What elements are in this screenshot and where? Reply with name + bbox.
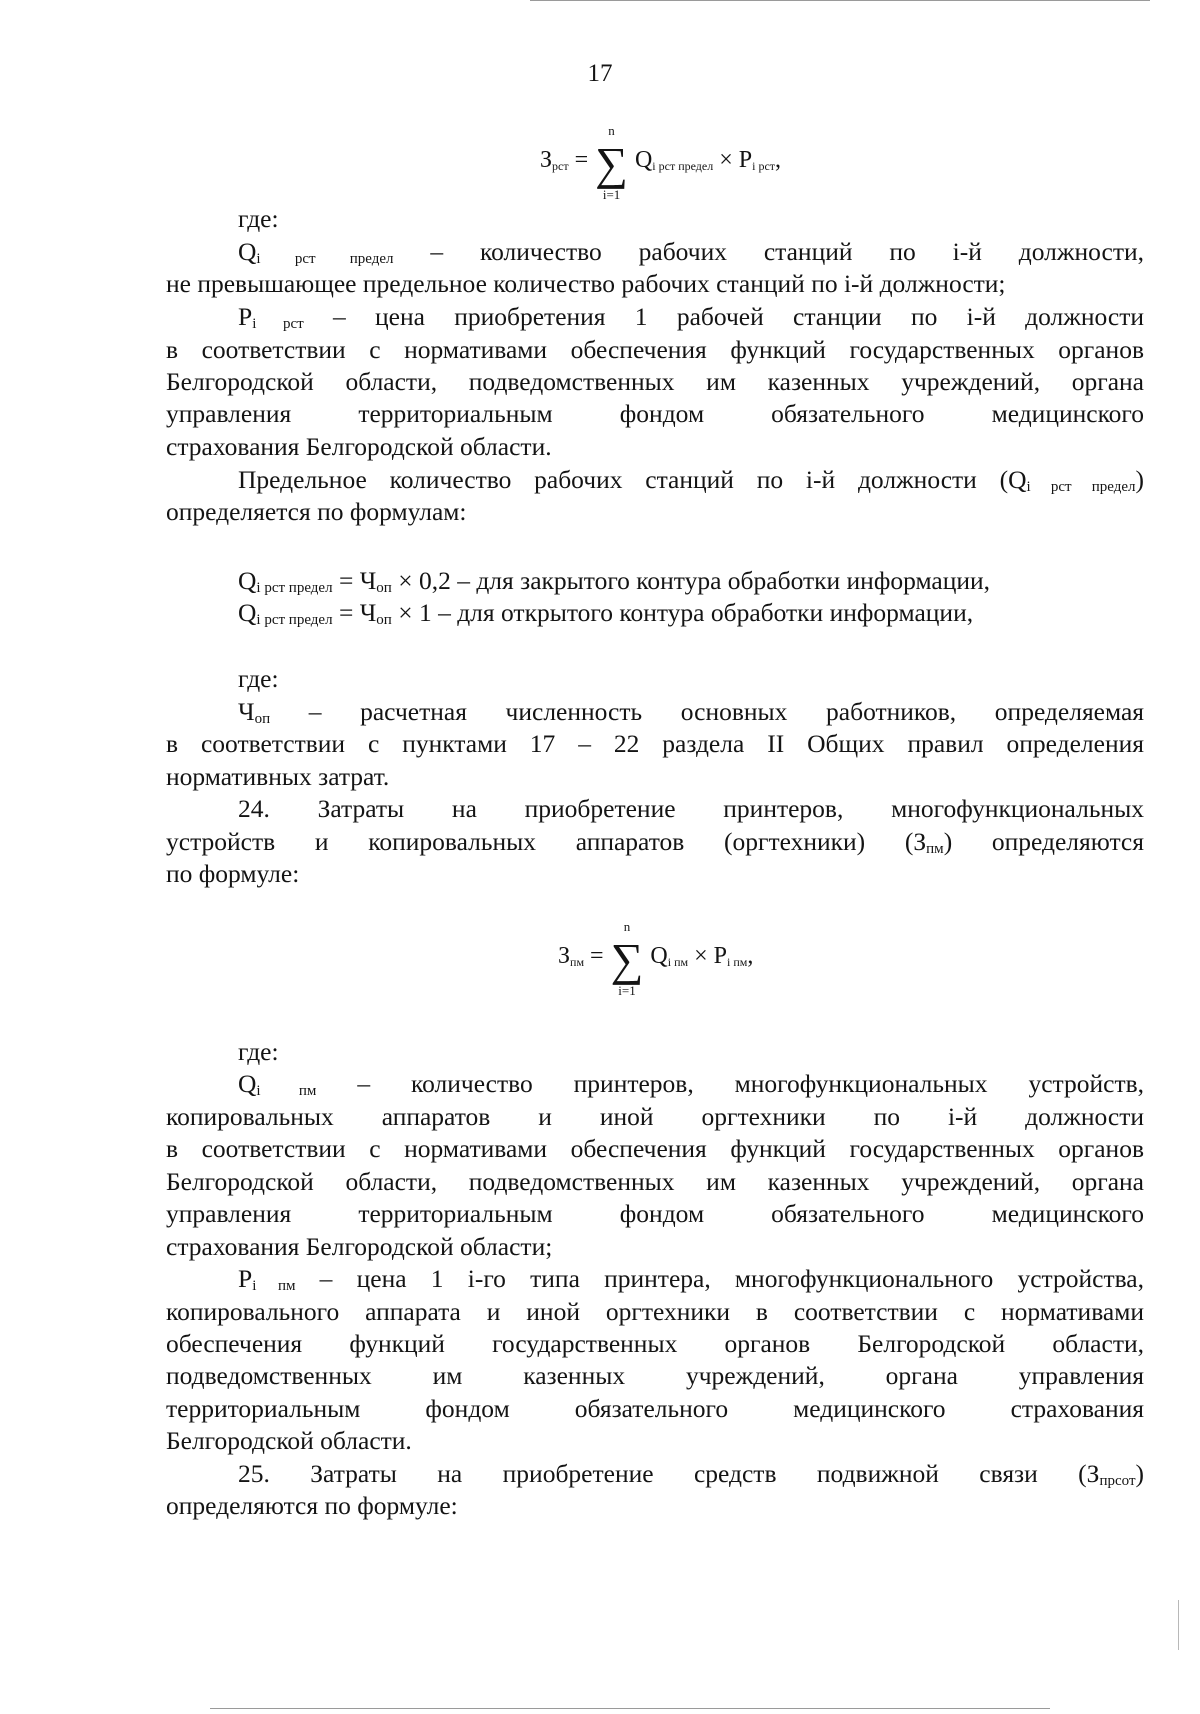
formula-workstations-cost: Зрст = ∑ n i=1 Qi рст предел × Pi рст, bbox=[540, 123, 782, 202]
text-line: копировальных аппаратов и иной оргтехники по i-й должности bbox=[166, 1102, 1144, 1131]
text-line: определяются по формуле: bbox=[166, 1491, 458, 1520]
text-where: где: bbox=[238, 664, 279, 693]
formula-limit-open: Qi рст предел = Чоп × 1 – для открытого контура обработки информации, bbox=[238, 598, 974, 628]
text-line: в соответствии с нормативами обеспечения функций государственных органов bbox=[166, 1134, 1144, 1163]
text-line: Qi пм – количество принтеров, многофункциональных устройств, bbox=[238, 1069, 1144, 1099]
formula-limit-closed: Qi рст предел = Чоп × 0,2 – для закрытого контура обработки информации, bbox=[238, 566, 991, 596]
text-line: страхования Белгородской области; bbox=[166, 1232, 553, 1261]
text-line: управления территориальным фондом обязательного медицинского bbox=[166, 1199, 1144, 1228]
text-line: Предельное количество рабочих станций по i-й должности (Qi рст предел) bbox=[238, 465, 1144, 495]
text-line: Pi рст – цена приобретения 1 рабочей станции по i-й должности bbox=[238, 302, 1144, 332]
text-line: управления территориальным фондом обязательного медицинского bbox=[166, 399, 1144, 428]
text-line: в соответствии с пунктами 17 – 22 раздела II Общих правил определения bbox=[166, 729, 1144, 758]
text-line: подведомственных им казенных учреждений, органа управления bbox=[166, 1361, 1144, 1390]
text-line: в соответствии с нормативами обеспечения функций государственных органов bbox=[166, 335, 1144, 364]
text-line: определяется по формулам: bbox=[166, 497, 467, 526]
text-line: Pi пм – цена 1 i-го типа принтера, многофункционального устройства, bbox=[238, 1264, 1144, 1294]
text-line: Белгородской области, подведомственных им казенных учреждений, органа bbox=[166, 367, 1144, 396]
scan-edge-right bbox=[1178, 1600, 1179, 1650]
text-line: устройств и копировальных аппаратов (оргтехники) (Зпм) определяются bbox=[166, 827, 1144, 857]
text-line: 24. Затраты на приобретение принтеров, многофункциональных bbox=[238, 794, 1144, 823]
formula-office-equipment-cost: Зпм = ∑ n i=1 Qi пм × Pi пм, bbox=[558, 919, 754, 998]
page-number: 17 bbox=[587, 60, 613, 87]
text-line: Qi рст предел – количество рабочих станций по i-й должности, bbox=[238, 237, 1144, 267]
text-where: где: bbox=[238, 204, 279, 233]
text-line: Белгородской области. bbox=[166, 1426, 412, 1455]
text-line: Чоп – расчетная численность основных работников, определяемая bbox=[238, 697, 1144, 727]
scan-edge-bottom bbox=[210, 1708, 1050, 1709]
text-where: где: bbox=[238, 1037, 279, 1066]
text-line: территориальным фондом обязательного медицинского страхования bbox=[166, 1394, 1144, 1423]
sum-symbol: ∑ n i=1 bbox=[595, 123, 628, 202]
text-line: 25. Затраты на приобретение средств подвижной связи (Зпрсот) bbox=[238, 1459, 1144, 1489]
text-line: обеспечения функций государственных органов Белгородской области, bbox=[166, 1329, 1144, 1358]
sum-symbol: ∑ n i=1 bbox=[610, 919, 644, 998]
text-line: по формуле: bbox=[166, 859, 300, 888]
text-line: Белгородской области, подведомственных им казенных учреждений, органа bbox=[166, 1167, 1144, 1196]
scan-edge-top bbox=[530, 0, 1150, 1]
text-line: копировального аппарата и иной оргтехники в соответствии с нормативами bbox=[166, 1297, 1144, 1326]
text-line: не превышающее предельное количество рабочих станций по i-й должности; bbox=[166, 269, 1006, 298]
text-line: страхования Белгородской области. bbox=[166, 432, 552, 461]
text-line: нормативных затрат. bbox=[166, 762, 390, 791]
